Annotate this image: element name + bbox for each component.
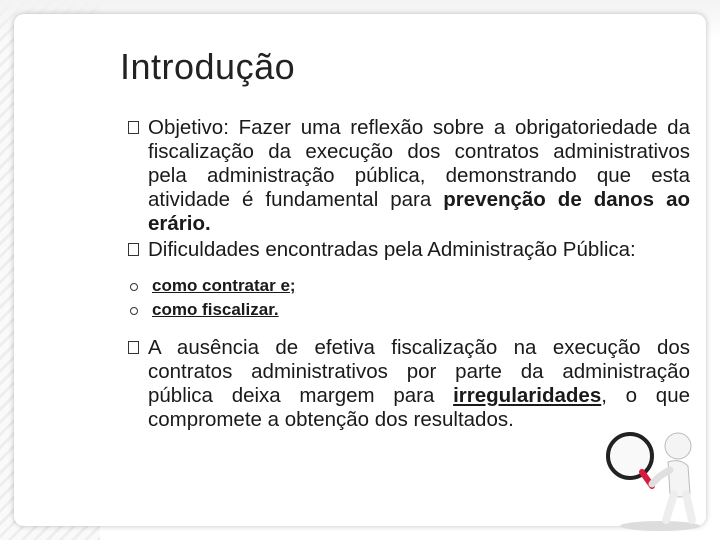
sub-item-contratar: [128, 274, 690, 298]
sub-item-text: como fiscalizar.: [152, 300, 279, 319]
bullet-ausencia: [128, 336, 690, 432]
magnifier-person-icon: [600, 420, 710, 532]
sub-item-fiscalizar: [128, 298, 690, 322]
slide-title: Introdução: [120, 46, 296, 87]
objetivo-bold: prevenção de danos ao erário.: [148, 188, 690, 235]
sub-item-text: como contratar e;: [152, 276, 296, 295]
square-bullet-icon: [128, 121, 139, 134]
dificuldades-text: Dificuldades encontradas pela Administração Pública:: [148, 238, 636, 261]
ring-bullet-icon: [130, 307, 138, 315]
bullet-dificuldades: [128, 238, 690, 262]
objetivo-text: Fazer uma reflexão sobre a obrigatoriedade da fiscalização da execução dos contratos administrativos pela administração pública, demonstrando que esta atividade é fundamental para: [148, 116, 690, 211]
ausencia-text: A ausência de efetiva fiscalização na execução dos contratos administrativos por parte da administração pública deixa margem para: [148, 336, 690, 407]
ring-bullet-icon: [130, 283, 138, 291]
square-bullet-icon: [128, 243, 139, 256]
bullet-objetivo: [128, 116, 690, 236]
ausencia-text-end: , o que compromete a obtenção dos resultados.: [148, 384, 690, 431]
ausencia-bold: irregularidades: [453, 384, 602, 407]
sub-list: [128, 274, 690, 322]
slide-content: [128, 116, 690, 434]
objetivo-label: Objetivo:: [148, 116, 229, 139]
square-bullet-icon: [128, 341, 139, 354]
